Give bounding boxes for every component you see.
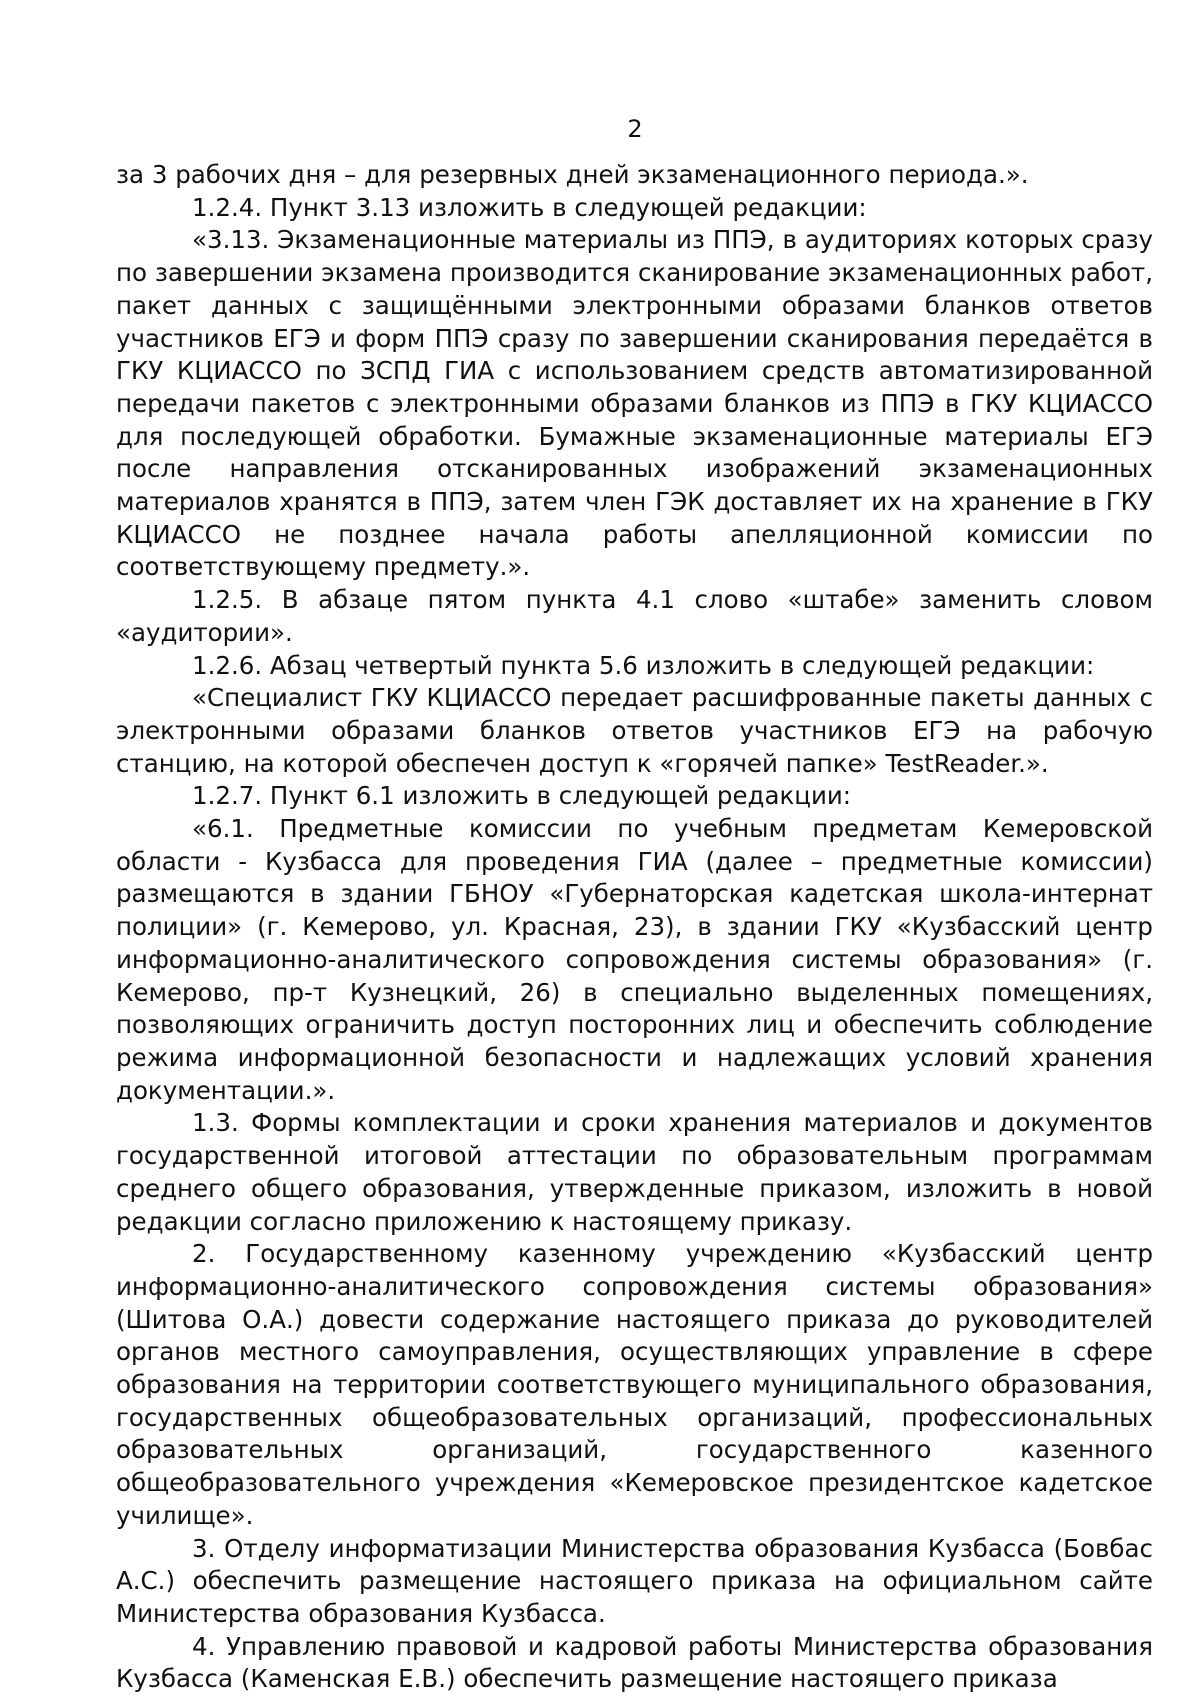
paragraph-continuation: за 3 рабочих дня – для резервных дней экзаменационного периода.». — [116, 160, 1029, 189]
document-body — [116, 159, 1153, 1696]
page-number: 2 — [627, 115, 643, 143]
paragraph-1-2-5: 1.2.5. В абзаце пятом пункта 4.1 слово «штабе» заменить словом «аудитории». — [116, 585, 1153, 647]
paragraph-2: 2. Государственному казенному учреждению «Кузбасский центр информационно-аналитического сопровождения системы образования» (Шитова О.А.) довести содержание настоящего приказа до руководителей органов местного самоуправления, осуществляющих управление в сфере образования на территории соответствующего муниципального образования, государственных общеобразовательных организаций, профессиональных образовательных организаций, государственного казенного общеобразовательного учреждения «Кемеровское президентское кадетское училище». — [116, 1239, 1153, 1530]
paragraph-1-2-6: 1.2.6. Абзац четвертый пункта 5.6 изложить в следующей редакции: — [192, 650, 1095, 680]
paragraph-1-2-4: 1.2.4. Пункт 3.13 изложить в следующей редакции: — [192, 192, 867, 222]
paragraph-specialist-quote: «Специалист ГКУ КЦИАССО передает расшифрованные пакеты данных с электронными образами бланков ответов участников ЕГЭ на рабочую станцию, на которой обеспечен доступ к «горячей папке» TestReader.». — [116, 683, 1153, 778]
paragraph-6-1-quote: «6.1. Предметные комиссии по учебным предметам Кемеровской области - Кузбасса для проведения ГИА (далее – предметные комиссии) размещаются в здании ГБНОУ «Губернаторская кадетская школа-интернат полиции» (г. Кемерово, ул. Красная, 23), в здании ГКУ «Кузбасский центр информационно-аналитического сопровождения системы образования» (г. Кемерово, пр-т Кузнецкий, 26) в специально выделенных помещениях, позволяющих ограничить доступ посторонних лиц и обеспечить соблюдение режима информационной безопасности и надлежащих условий хранения документации.». — [116, 814, 1153, 1105]
paragraph-3: 3. Отделу информатизации Министерства образования Кузбасса (Бовбас А.С.) обеспечить размещение настоящего приказа на официальном сайте Министерства образования Кузбасса. — [116, 1533, 1153, 1628]
paragraph-1-3: 1.3. Формы комплектации и сроки хранения материалов и документов государственной итоговой аттестации по образовательным программам среднего общего образования, утвержденные приказом, изложить в новой редакции согласно приложению к настоящему приказу. — [116, 1108, 1153, 1236]
paragraph-3-13-quote: «3.13. Экзаменационные материалы из ППЭ, в аудиториях которых сразу по завершении экзамена производится сканирование экзаменационных работ, пакет данных с защищёнными электронными образами бланков ответов участников ЕГЭ и форм ППЭ сразу по завершении сканирования передаётся в ГКУ КЦИАССО по ЗСПД ГИА с использованием средств автоматизированной передачи пакетов с электронными образами бланков из ППЭ в ГКУ КЦИАССО для последующей обработки. Бумажные экзаменационные материалы ЕГЭ после направления отсканированных изображений экзаменационных материалов хранятся в ППЭ, затем член ГЭК доставляет их на хранение в ГКУ КЦИАССО не позднее начала работы апелляционной комиссии по соответствующему предмету.». — [116, 225, 1153, 582]
paragraph-1-2-7: 1.2.7. Пункт 6.1 изложить в следующей редакции: — [192, 781, 852, 811]
paragraph-4: 4. Управлению правовой и кадровой работы Министерства образования Кузбасса (Каменская Е.В.) обеспечить размещение настоящего приказа — [116, 1631, 1153, 1694]
